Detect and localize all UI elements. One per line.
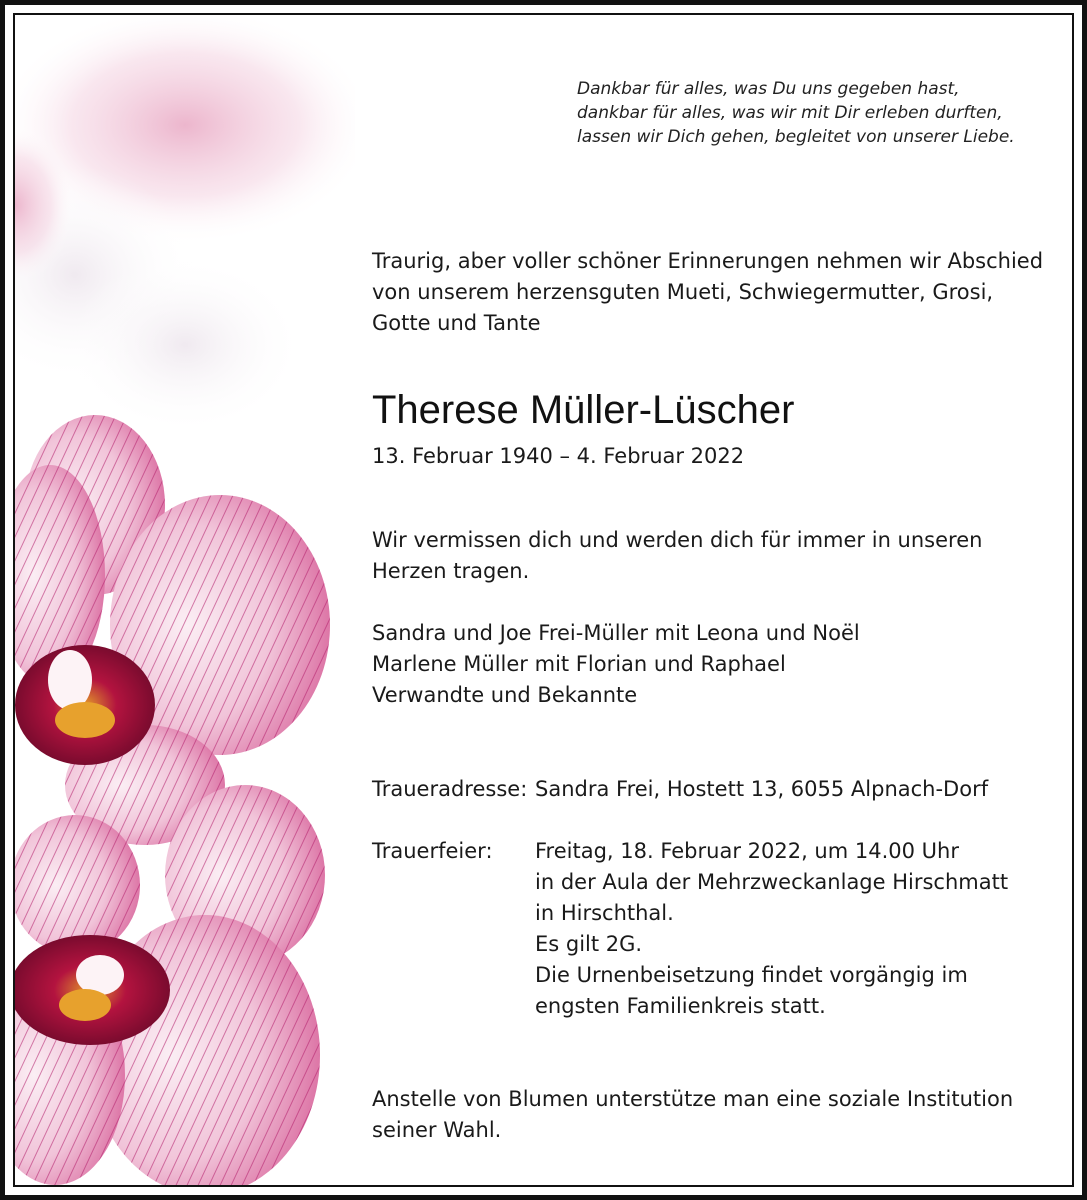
closing-line: Anstelle von Blumen unterstütze man eine soziale Institution [372, 1087, 1014, 1111]
motto-line: lassen wir Dich gehen, begleitet von unserer Liebe. [577, 127, 1015, 147]
address-label: Traueradresse: [372, 777, 528, 801]
message-line: Herzen tragen. [372, 559, 530, 583]
ceremony-line: Freitag, 18. Februar 2022, um 14.00 Uhr [535, 839, 959, 863]
closing-paragraph [372, 1084, 1052, 1146]
ceremony-label: Trauerfeier: [372, 839, 493, 863]
motto-line: dankbar für alles, was wir mit Dir erleben durften, [577, 103, 1003, 123]
ceremony-line: engsten Familienkreis statt. [535, 994, 826, 1018]
ceremony-details [535, 836, 1008, 1022]
message-line: Wir vermissen dich und werden dich für immer in unseren [372, 528, 983, 552]
intro-line: Gotte und Tante [372, 311, 541, 335]
ceremony-line: Es gilt 2G. [535, 932, 643, 956]
motto-verse [577, 77, 1057, 149]
mourner-line: Sandra und Joe Frei-Müller mit Leona und Noël [372, 621, 860, 645]
ceremony-line: in der Aula der Mehrzweckanlage Hirschmatt [535, 870, 1009, 894]
motto-line: Dankbar für alles, was Du uns gegeben hast, [577, 79, 960, 99]
ceremony-line: Die Urnenbeisetzung findet vorgängig im [535, 963, 968, 987]
life-dates: 13. Februar 1940 – 4. Februar 2022 [372, 444, 745, 468]
ceremony-line: in Hirschthal. [535, 901, 674, 925]
intro-line: von unserem herzensguten Mueti, Schwiegermutter, Grosi, [372, 280, 994, 304]
closing-line: seiner Wahl. [372, 1118, 502, 1142]
mourner-line: Marlene Müller mit Florian und Raphael [372, 652, 786, 676]
intro-paragraph [372, 246, 1052, 339]
obituary-content [15, 15, 1072, 1185]
obituary-inner-frame [13, 13, 1074, 1187]
deceased-name: Therese Müller-Lüscher [372, 388, 795, 432]
message-paragraph [372, 525, 1052, 587]
address-value: Sandra Frei, Hostett 13, 6055 Alpnach-Dorf [535, 777, 989, 801]
intro-line: Traurig, aber voller schöner Erinnerungen nehmen wir Abschied [372, 249, 1044, 273]
mourner-line: Verwandte und Bekannte [372, 683, 638, 707]
mourners-list [372, 618, 1052, 711]
